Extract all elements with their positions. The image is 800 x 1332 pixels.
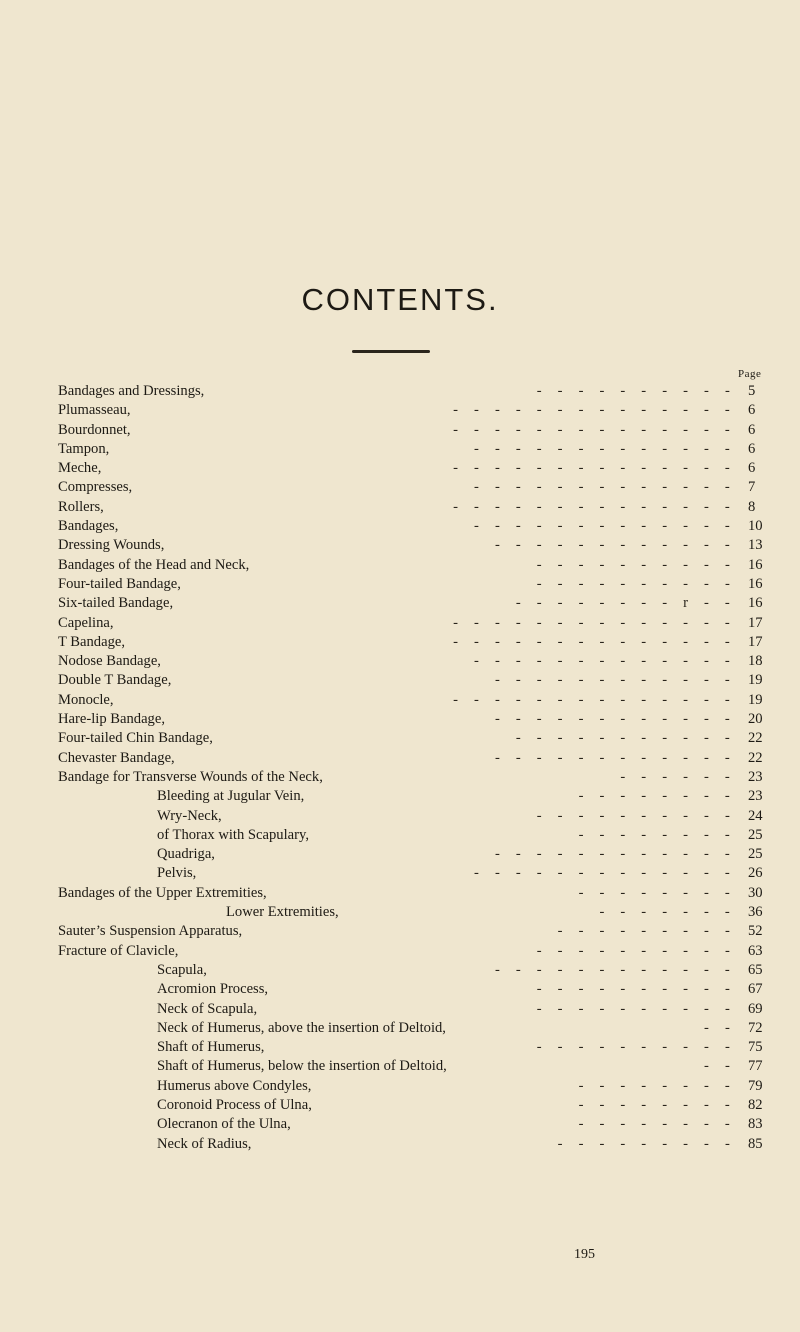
contents-list	[0, 382, 800, 1154]
toc-entry	[0, 884, 800, 903]
folio-number: 195	[574, 1247, 595, 1262]
toc-entry	[0, 922, 800, 941]
toc-entry-page: 18	[748, 653, 763, 670]
toc-entry-title: Dressing Wounds,	[58, 537, 165, 554]
toc-entry-title: Neck of Radius,	[157, 1135, 252, 1152]
toc-leader-dots: - - - - - - - - - -	[536, 1000, 736, 1017]
toc-entry-page: 6	[748, 460, 756, 477]
toc-entry	[0, 382, 800, 401]
toc-entry-page: 8	[748, 498, 756, 515]
toc-entry-page: 67	[748, 981, 763, 998]
toc-entry-page: 22	[748, 730, 763, 747]
toc-leader-dots: - - - - - - - - - - - -	[494, 672, 736, 689]
toc-entry	[0, 942, 800, 961]
toc-entry-page: 85	[748, 1135, 763, 1152]
toc-leader-dots: - - - - - - - - - - - -	[494, 537, 736, 554]
toc-entry	[0, 536, 800, 555]
toc-entry	[0, 807, 800, 826]
toc-entry-page: 24	[748, 807, 763, 824]
toc-entry-page: 82	[748, 1096, 763, 1113]
toc-entry-title: Double T Bandage,	[58, 672, 172, 689]
toc-entry-title: Coronoid Process of Ulna,	[157, 1096, 312, 1113]
toc-leader-dots: - - - - - - - - - - - - - -	[453, 633, 736, 650]
toc-leader-dots: - - - - - - - - - - - -	[494, 749, 736, 766]
toc-entry-title: Six-tailed Bandage,	[58, 595, 174, 612]
toc-entry-page: 69	[748, 1000, 763, 1017]
toc-leader-dots: - - - - - - - - - - - -	[494, 846, 736, 863]
toc-leader-dots: - - - - - - - - - - - -	[494, 711, 736, 728]
toc-entry	[0, 401, 800, 420]
toc-entry-page: 75	[748, 1039, 763, 1056]
toc-entry-page: 6	[748, 440, 756, 457]
toc-leader-dots: - - - - - - - - - - - - -	[474, 865, 736, 882]
page-column-header: Page	[738, 368, 762, 380]
toc-leader-dots: - - - - - -	[620, 768, 736, 785]
toc-entry-title: Chevaster Bandage,	[58, 749, 175, 766]
toc-entry-title: Olecranon of the Ulna,	[157, 1116, 291, 1133]
toc-entry-page: 5	[748, 383, 756, 399]
toc-leader-dots: - - - - - - - -	[578, 826, 736, 843]
toc-entry-title: Wry-Neck,	[157, 807, 222, 824]
toc-entry	[0, 961, 800, 980]
toc-leader-dots: - -	[704, 1019, 736, 1036]
toc-leader-dots: - - - - - - - -	[578, 884, 736, 901]
toc-entry-title: Fracture of Clavicle,	[58, 942, 179, 959]
toc-entry-page: 13	[748, 537, 763, 554]
toc-entry	[0, 1038, 800, 1057]
toc-entry	[0, 421, 800, 440]
toc-entry-page: 6	[748, 421, 756, 438]
toc-entry-page: 83	[748, 1116, 763, 1133]
toc-entry	[0, 594, 800, 613]
toc-entry	[0, 671, 800, 690]
toc-entry-title: T Bandage,	[58, 633, 126, 650]
toc-entry	[0, 710, 800, 729]
toc-leader-dots: - - - - - - - -	[578, 788, 736, 805]
toc-entry	[0, 575, 800, 594]
toc-entry-page: 26	[748, 865, 763, 882]
toc-entry	[0, 556, 800, 575]
toc-leader-dots: - - - - - - - - - - - - -	[474, 479, 736, 496]
toc-entry-title: Monocle,	[58, 691, 114, 708]
toc-entry	[0, 440, 800, 459]
toc-entry-page: 25	[748, 846, 763, 863]
toc-entry-title: Pelvis,	[157, 865, 197, 882]
toc-entry-title: Compresses,	[58, 479, 133, 496]
toc-entry-title: Shaft of Humerus,	[157, 1039, 265, 1056]
toc-entry-page: 77	[748, 1058, 763, 1075]
toc-entry-page: 22	[748, 749, 763, 766]
toc-leader-dots: - - - - - - - -	[578, 1096, 736, 1113]
toc-leader-dots: - - - - - - -	[599, 904, 736, 921]
toc-entry-title: Bandages of the Upper Extremities,	[58, 884, 267, 901]
toc-entry-title: Bleeding at Jugular Vein,	[157, 788, 305, 805]
toc-leader-dots: - - - - - - - - - - - - - -	[453, 402, 736, 419]
toc-entry-title: Nodose Bandage,	[58, 653, 161, 670]
toc-entry	[0, 749, 800, 768]
toc-entry-page: 19	[748, 672, 763, 689]
toc-entry-title: Meche,	[58, 460, 102, 477]
toc-entry	[0, 478, 800, 497]
toc-entry	[0, 1077, 800, 1096]
toc-entry	[0, 633, 800, 652]
toc-entry-title: Quadriga,	[157, 846, 215, 863]
toc-entry	[0, 729, 800, 748]
toc-entry-page: 63	[748, 942, 763, 959]
toc-leader-dots: - - - - - - - - - - - - -	[474, 653, 736, 670]
toc-leader-dots: - - - - - - - - - -	[536, 1039, 736, 1056]
toc-entry-title: Sauter’s Suspension Apparatus,	[58, 923, 243, 940]
toc-entry-page: 79	[748, 1077, 763, 1094]
toc-entry	[0, 845, 800, 864]
toc-entry-page: 20	[748, 711, 763, 728]
toc-leader-dots: - -	[704, 1058, 736, 1075]
toc-entry-title: Bandage for Transverse Wounds of the Neck,	[58, 768, 323, 785]
toc-entry	[0, 768, 800, 787]
toc-entry-page: 72	[748, 1019, 763, 1036]
toc-entry-title: Shaft of Humerus, below the insertion of Deltoid,	[157, 1058, 447, 1075]
toc-entry-page: 36	[748, 904, 763, 921]
toc-leader-dots: - - - - - - - - - - - - - -	[453, 691, 736, 708]
toc-entry-title: Four-tailed Chin Bandage,	[58, 730, 213, 747]
toc-entry-title: Hare-lip Bandage,	[58, 711, 165, 728]
toc-entry-title: Neck of Humerus, above the insertion of Deltoid,	[157, 1019, 446, 1036]
toc-entry-page: 25	[748, 826, 763, 843]
toc-entry-page: 30	[748, 884, 763, 901]
toc-entry	[0, 691, 800, 710]
toc-entry	[0, 903, 800, 922]
toc-leader-dots: - - - - - - - - - - - -	[494, 961, 736, 978]
toc-entry-title: Lower Extremities,	[226, 904, 339, 921]
toc-entry-title: Tampon,	[58, 440, 110, 457]
toc-entry-page: 16	[748, 595, 763, 612]
toc-leader-dots: - - - - - - - - - - - - - -	[453, 460, 736, 477]
toc-entry-title: Bandages,	[58, 518, 119, 535]
toc-entry	[0, 826, 800, 845]
toc-entry-title: Plumasseau,	[58, 402, 131, 419]
toc-entry	[0, 459, 800, 478]
toc-entry	[0, 1000, 800, 1019]
toc-leader-dots: - - - - - - - - -	[557, 923, 736, 940]
toc-entry-title: Acromion Process,	[157, 981, 269, 998]
toc-entry-page: 16	[748, 556, 763, 573]
toc-entry-page: 7	[748, 479, 756, 496]
toc-entry-title: Capelina,	[58, 614, 114, 631]
toc-entry-title: Neck of Scapula,	[157, 1000, 258, 1017]
toc-entry	[0, 787, 800, 806]
toc-entry-title: Scapula,	[157, 961, 207, 978]
toc-entry-title: Bandages of the Head and Neck,	[58, 556, 250, 573]
toc-entry-page: 17	[748, 614, 763, 631]
toc-leader-dots: - - - - - - - - - -	[536, 942, 736, 959]
toc-leader-dots: - - - - - - - - - -	[536, 383, 736, 399]
toc-entry-title: Bourdonnet,	[58, 421, 131, 438]
toc-entry-page: 23	[748, 788, 763, 805]
toc-entry-page: 6	[748, 402, 756, 419]
toc-entry-page: 23	[748, 768, 763, 785]
toc-entry-page: 65	[748, 961, 763, 978]
toc-entry	[0, 652, 800, 671]
toc-leader-dots: - - - - - - - -	[578, 1116, 736, 1133]
toc-leader-dots: - - - - - - - - - - - - - -	[453, 421, 736, 438]
toc-leader-dots: - - - - - - - - - -	[536, 575, 736, 592]
toc-entry	[0, 614, 800, 633]
toc-entry	[0, 864, 800, 883]
toc-entry	[0, 1135, 800, 1154]
toc-leader-dots: - - - - - - - - r - -	[515, 595, 736, 612]
toc-entry-title: of Thorax with Scapulary,	[157, 826, 309, 843]
toc-entry	[0, 498, 800, 517]
toc-entry	[0, 1057, 800, 1076]
toc-leader-dots: - - - - - - - - - - - - - -	[453, 498, 736, 515]
toc-leader-dots: - - - - - - - - - - -	[515, 730, 736, 747]
toc-leader-dots: - - - - - - - - - - - - -	[474, 440, 736, 457]
toc-entry-page: 17	[748, 633, 763, 650]
page-title: CONTENTS.	[301, 282, 499, 317]
toc-leader-dots: - - - - - - - - - -	[536, 807, 736, 824]
toc-leader-dots: - - - - - - - -	[578, 1077, 736, 1094]
toc-leader-dots: - - - - - - - - - -	[536, 556, 736, 573]
toc-entry	[0, 1019, 800, 1038]
toc-leader-dots: - - - - - - - - - - - - - -	[453, 614, 736, 631]
toc-leader-dots: - - - - - - - - - -	[536, 981, 736, 998]
title-rule	[352, 350, 430, 353]
toc-entry	[0, 980, 800, 999]
toc-entry	[0, 517, 800, 536]
toc-leader-dots: - - - - - - - - -	[557, 1135, 736, 1152]
toc-entry-title: Rollers,	[58, 498, 104, 515]
toc-entry-page: 52	[748, 923, 763, 940]
toc-entry-title: Humerus above Condyles,	[157, 1077, 312, 1094]
toc-entry-page: 10	[748, 518, 763, 535]
toc-entry-title: Four-tailed Bandage,	[58, 575, 181, 592]
toc-entry	[0, 1115, 800, 1134]
toc-entry-page: 19	[748, 691, 763, 708]
toc-leader-dots: - - - - - - - - - - - - -	[474, 518, 736, 535]
toc-entry	[0, 1096, 800, 1115]
toc-entry-title: Bandages and Dressings,	[58, 383, 205, 399]
toc-entry-page: 16	[748, 575, 763, 592]
